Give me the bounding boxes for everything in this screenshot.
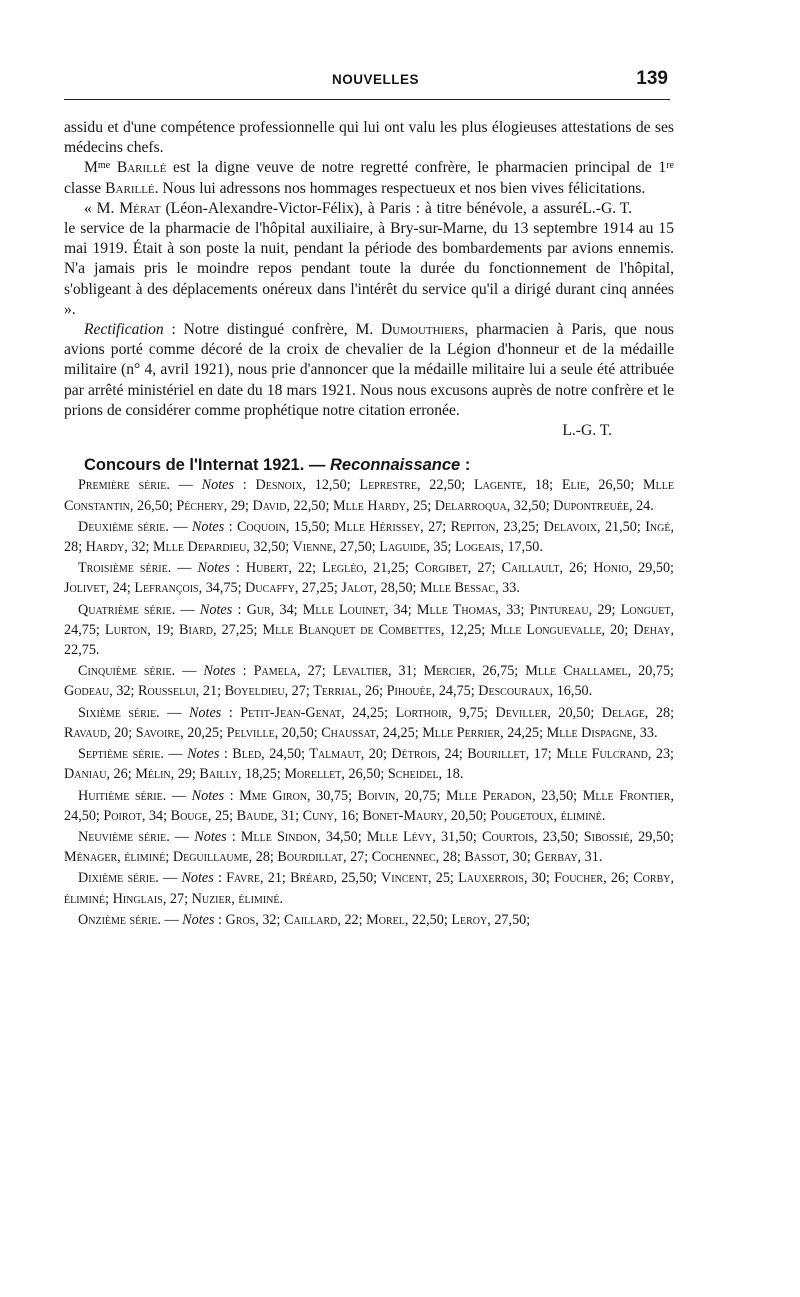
page-number: 139 [636,68,668,89]
signature: L.-G. T. [582,199,632,217]
series-entry: Sixième série. — Notes : Petit-Jean-Genat, 24,25; Lorthoir, 9,75; Deviller, 20,50; Delage, 28; Ravaud, 20; Savoire, 20,25; Pelville, 20,50; Chaussat, 24,25; Mlle Perrier, 24,25; Mlle Dispagne, 33. [64,704,675,741]
header-rule [64,99,670,100]
results-list [64,475,674,929]
section-title: Concours de l'Internat 1921. — Reconnaissance : [84,456,471,475]
series-entry: Première série. — Notes : Desnoix, 12,50; Leprestre, 22,50; Lagente, 18; Elie, 26,50; Mlle Constantin, 26,50; Péchery, 29; David, 22,50; Mlle Hardy, 25; Delarroqua, 32,50; Dupontreuée, 24. [64,477,674,514]
paragraph-barille: $M^{me}$ Barillé est la digne veuve de notre regretté confrère, le pharmacien principal de 1re classe Barillé. Nous lui adressons nos hommages respectueux et nos bien vives félicitations. L.-G. T. [64,158,674,198]
paragraph-merat: « M. Mérat (Léon-Alexandre-Victor-Félix), à Paris : à titre bénévole, a assuré le service de la pharmacie de l'hôpital auxiliaire, à Bry-sur-Marne, du 13 septembre 1914 au 15 mai 1919. Était à son poste la nuit, pendant la période des bombardements par avions ennemis. N'a jamais pris le moindre repos pendant toute la durée du fonctionnement de l'hôpital, s'obligeant à des déplacements onéreux dans l'intérêt du service qu'il a dirigé durant cinq années ». [64,199,674,318]
page-header [64,68,670,90]
running-head: NOUVELLES [332,72,420,87]
paragraph-continuation: assidu et d'une compétence professionnelle qui lui ont valu les plus élogieuses attestations de ses médecins chefs. [64,119,674,157]
series-entry: Onzième série. — Notes : Gros, 32; Caillard, 22; Morel, 22,50; Leroy, 27,50; [78,911,531,928]
series-entry: Troisième série. — Notes : Hubert, 22; Legléo, 21,25; Corgibet, 27; Caillault, 26; Honio, 29,50; Jolivet, 24; Lefrançois, 34,75; Ducaffy, 27,25; Jalot, 28,50; Mlle Bessac, 33. [64,560,674,597]
series-entry: Huitième série. — Notes : Mme Giron, 30,75; Boivin, 20,75; Mlle Peradon, 23,50; Mlle Frontier, 24,50; Poirot, 34; Bouge, 25; Baude, 31; Cuny, 16; Bonet-Maury, 20,50; Pougetoux, éliminé. [64,787,675,824]
series-entry: Deuxième série. — Notes : Coquoin, 15,50; Mlle Hérissey, 27; Repiton, 23,25; Delavoix, 21,50; Ingé, 28; Hardy, 32; Mlle Depardieu, 32,50; Vienne, 27,50; Laguide, 35; Logeais, 17,50. [64,518,675,556]
paragraph-rectification: Rectification : Notre distingué confrère, M. Dumouthiers, pharmacien à Paris, que nous avions porté comme décoré de la croix de chevalier de la Légion d'honneur et de la médaille militaire (n° 4, avril 1921), nous prie d'annoncer que la médaille militaire lui a seule été attribuée par arrêté ministériel en date du 18 mars 1921. Nous nous excusons auprès de notre confrère et le prions de considérer comme prophétique notre citation erronée. [64,321,674,419]
series-entry: Dixième série. — Notes : Favre, 21; Bréard, 25,50; Vincent, 25; Lauxerrois, 30; Foucher, 26; Corby, éliminé; Hinglais, 27; Nuzier, éliminé. [64,870,675,907]
series-entry: Neuvième série. — Notes : Mlle Sindon, 34,50; Mlle Lévy, 31,50; Courtois, 23,50; Sibossié, 29,50; Ménager, éliminé; Deguillaume, 28; Bourdillat, 27; Cochennec, 28; Bassot, 30; Gerbay, 31. [64,828,675,866]
series-entry: Cinquième série. — Notes : Pamela, 27; Levaltier, 31; Mercier, 26,75; Mlle Challamel, 20,75; Godeau, 32; Rousselui, 21; Boyeldieu, 27; Terrial, 26; Pihouée, 24,75; Descouraux, 16,50. [64,663,674,700]
series-entry: Septième série. — Notes : Bled, 24,50; Talmaut, 20; Détrois, 24; Bourillet, 17; Mlle Fulcrand, 23; Daniau, 26; Mélin, 29; Bailly, 18,25; Morellet, 26,50; Scheidel, 18. [64,746,674,783]
page-body [64,118,674,931]
series-entry: Quatrième série. — Notes : Gur, 34; Mlle Louinet, 34; Mlle Thomas, 33; Pintureau, 29; Longuet, 24,75; Lurton, 19; Biard, 27,25; Mlle Blanquet de Combettes, 12,25; Mlle Longuevalle, 20; Dehay, 22,75. [64,601,675,659]
signature: L.-G. T. [562,422,612,440]
